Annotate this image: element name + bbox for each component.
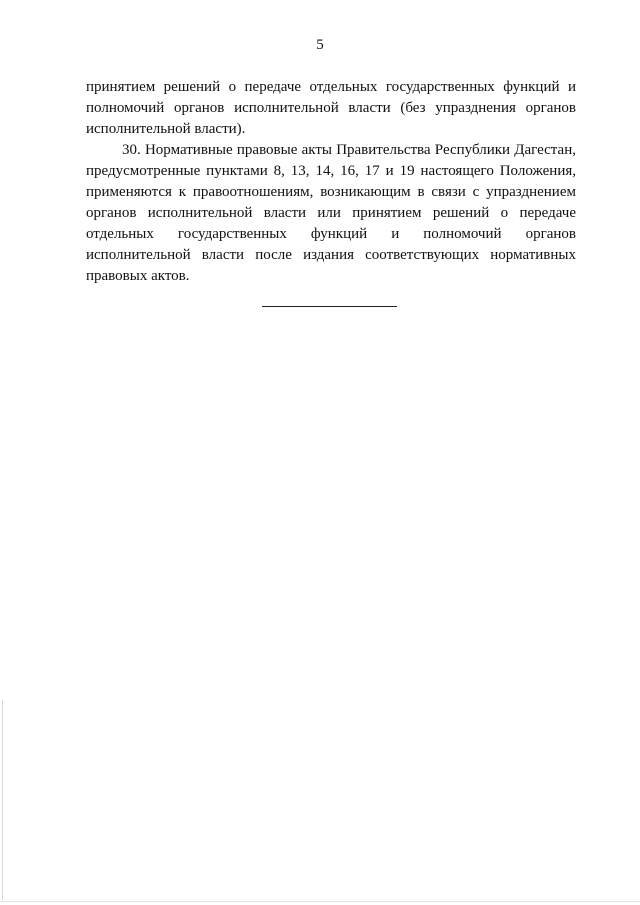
page-number: 5 [316,37,324,53]
scan-edge-left [2,700,3,900]
paragraph-item-30: 30. Нормативные правовые акты Правительства Республики Дагестан, предусмотренные пунктами 8, 13, 14, 16, 17 и 19 настоящего Положения, применяются к правоотношениям, возникающим в связи с упразднением органов исполнительной власти или принятием решений о передаче отдельных государственных функций и полномочий органов исполнительной власти после издания соответствующих нормативных правовых актов. [86,142,576,284]
paragraph-continuation: принятием решений о передаче отдельных государственных функций и полномочий органов исполнительной власти (без упразднения органов исполнительной власти). [86,79,576,137]
scan-edge-bottom [0,901,640,902]
document-body [86,77,576,287]
end-separator-line [262,306,397,307]
